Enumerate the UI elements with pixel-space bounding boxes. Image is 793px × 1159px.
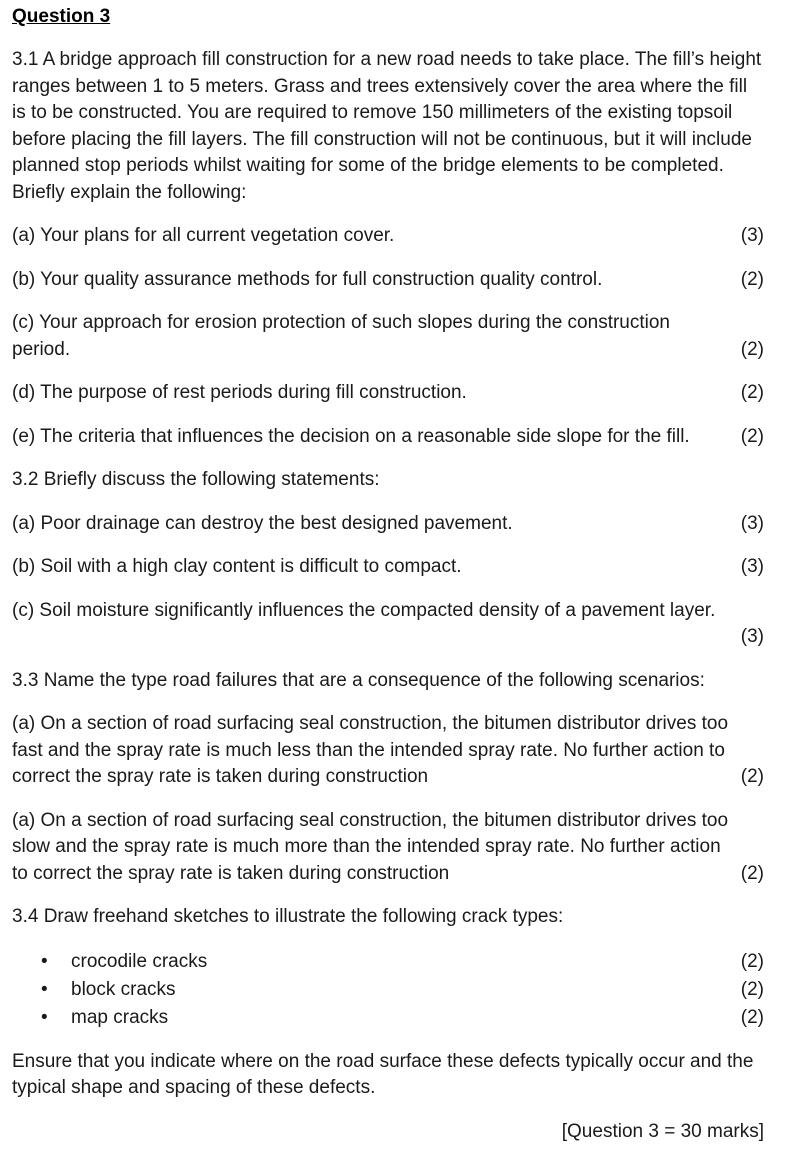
q3-1-d-text: (d) The purpose of rest periods during fill construction. [12,382,467,403]
q3-2-c-marks: (3) [740,626,764,647]
q3-3-item-1 [12,711,764,791]
q3-2-a-text: (a) Poor drainage can destroy the best designed pavement. [12,512,513,534]
q3-1-c-marks: (2) [740,338,764,360]
crack-type-marks: (2) [740,1006,764,1028]
q3-3-2-text: (a) On a section of road surfacing seal construction, the bitumen distributor drives too slow and the spray rate is much more than the intended spray rate. No further action to correct the spray rate is taken during construction [12,809,729,884]
crack-type-marks: (2) [740,950,764,972]
q3-4-intro: 3.4 Draw freehand sketches to illustrate the following crack types: [12,906,564,927]
crack-type-label: map cracks [71,1006,169,1028]
q3-2-a-marks: (3) [740,512,764,534]
q3-1-item-d [12,380,764,407]
q3-3-intro: 3.3 Name the type road failures that are a consequence of the following scenarios: [12,669,705,691]
q3-2-intro: 3.2 Briefly discuss the following statements: [12,469,380,490]
q3-3-1-text: (a) On a section of road surfacing seal construction, the bitumen distributor drives too fast and the spray rate is much less than the intended spray rate. No further action to correct the spray rate is taken during construction [12,713,729,787]
q3-1-a-text: (a) Your plans for all current vegetation cover. [12,225,395,246]
q3-1-b-text: (b) Your quality assurance methods for full construction quality control. [12,268,603,290]
q3-1-intro: 3.1 A bridge approach fill construction for a new road needs to take place. The fill’s height ranges between 1 to 5 meters. Grass and trees extensively cover the area where the fill is to be constructed. You are required to remove 150 millimeters of the existing topsoil before placing the fill layers. The fill construction will not be continuous, but it will include planned stop periods whilst waiting for some of the bridge elements to be completed. Briefly explain the following: [12,49,762,203]
bullet-icon: • [41,978,48,1000]
q3-3-1-marks: (2) [740,766,764,787]
q3-1-a-marks: (3) [740,225,764,246]
q3-3-2-marks: (2) [740,862,764,884]
crack-type-label: block cracks [71,978,176,1000]
q3-1-b-marks: (2) [740,268,764,290]
question-page [12,4,764,1145]
q3-2-b-marks: (3) [740,556,764,577]
list-item [12,948,764,976]
question-title: Question 3 [12,6,111,27]
list-item [12,976,764,1004]
bullet-icon: • [41,950,48,972]
crack-type-marks: (2) [740,978,764,1000]
q3-1-e-text: (e) The criteria that influences the decision on a reasonable side slope for the fill. [12,425,690,447]
q3-1-item-c [12,310,764,363]
question-total-marks: [Question 3 = 30 marks] [561,1120,764,1142]
q3-1-e-marks: (2) [740,425,764,447]
q3-1-item-e [12,424,764,451]
q3-2-c-text: (c) Soil moisture significantly influences the compacted density of a pavement layer. [12,599,716,621]
q3-2-item-b [12,554,764,581]
q3-4-outro: Ensure that you indicate where on the road surface these defects typically occur and the typical shape and spacing of these defects. [12,1050,754,1098]
q3-2-b-text: (b) Soil with a high clay content is difficult to compact. [12,556,462,577]
q3-2-item-a [12,511,764,538]
q3-1-d-marks: (2) [740,382,764,403]
q3-1-c-text: (c) Your approach for erosion protection of such slopes during the construction period. [12,312,670,360]
q3-3-item-2 [12,808,764,888]
bullet-icon: • [41,1006,48,1028]
crack-type-label: crocodile cracks [71,950,208,972]
crack-type-list [12,948,764,1032]
q3-1-item-a [12,223,764,250]
q3-2-item-c [12,598,764,651]
q3-1-item-b [12,267,764,294]
list-item [12,1004,764,1032]
